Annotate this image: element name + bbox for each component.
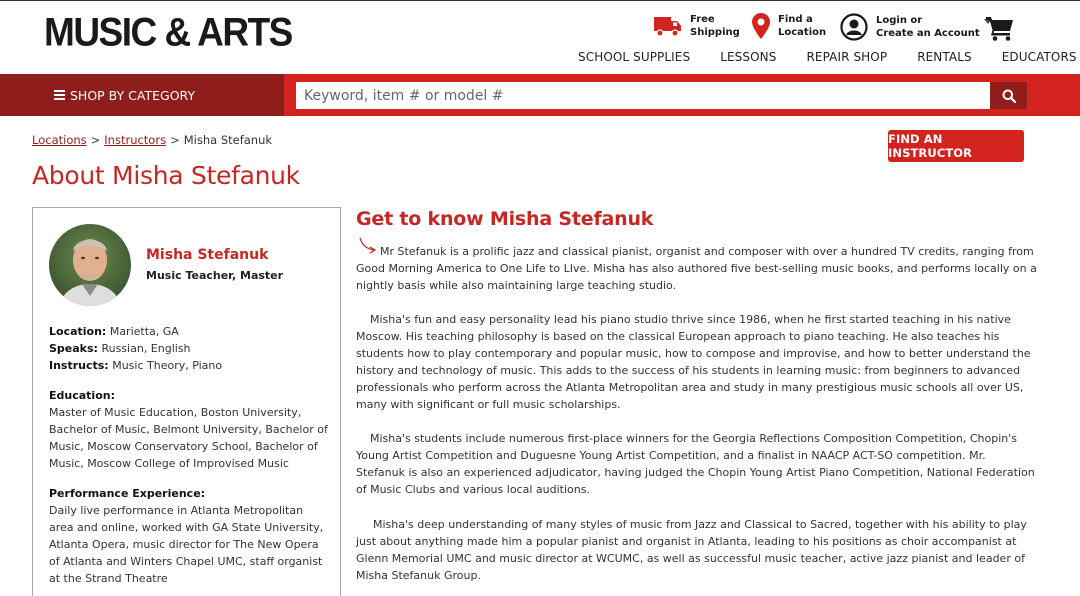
about-paragraph-1: Mr Stefanuk is a prolific jazz and classical pianist, organist and composer with over a hundred TV credits, ranging from Good Morning America to One Life to LIve. Misha has also authored five best-selling music books, and performs locally on a nightly basis while also maintaining large teaching studio. [356, 245, 1037, 292]
account-line2: Create an Account [876, 28, 980, 39]
account-line1: Login or [876, 15, 923, 26]
shop-by-category-button[interactable] [0, 74, 284, 116]
search-icon [1002, 89, 1016, 103]
instructs-value: Music Theory, Piano [112, 359, 223, 372]
cart-icon [986, 15, 1014, 41]
instructor-details [49, 323, 331, 587]
speaks-row [49, 340, 331, 357]
search-input[interactable] [296, 82, 990, 109]
about-paragraph-2: Misha's fun and easy personality lead his piano studio thrive since 1986, when he first started teaching in his native Moscow. His teaching philosophy is based on the classical European approach to piano teaching. He also teaches his students how to play contemporary and popular music, how to compose and improvise, and how to better understand the history and technology of music. This adds to the success of his students in learning music: from beginners to advanced professionals who perform across the Atlanta Metropolitan area and study in many prestigious music schools all over US, many with significant or full music scholarships. [356, 313, 1031, 411]
speaks-label: Speaks: [49, 342, 98, 355]
instructs-row [49, 357, 331, 374]
find-instructor-button[interactable]: FIND AN INSTRUCTOR [888, 130, 1024, 162]
education-heading: Education: [49, 389, 115, 402]
about-heading: Get to know Misha Stefanuk [356, 208, 654, 230]
search-button[interactable] [990, 82, 1027, 109]
speaks-value: Russian, English [101, 342, 191, 355]
nav-educators[interactable]: EDUCATORS [1001, 50, 1077, 64]
location-value: Marietta, GA [109, 325, 179, 338]
music-and-arts-logo[interactable]: MUSIC & ARTS [44, 10, 292, 55]
find-location-link[interactable] [752, 13, 826, 39]
shipping-line1: Free [690, 14, 715, 25]
nav-lessons[interactable]: LESSONS [720, 50, 777, 64]
instructor-role: Music Teacher, Master [146, 269, 284, 282]
truck-icon [654, 14, 682, 38]
about-paragraph-3: Misha's students include numerous first-place winners for the Georgia Reflections Composition Competition, Chopin's Young Artist Competition and Duguesne Young Artist Competition, and a finalist in NAACP ACT-SO competition. Mr. Stefanuk is also an experienced adjudicator, having judged the Chopin Young Artist Piano Competition, National Federation of Music Clubs and various local auditions. [356, 432, 1035, 496]
nav-rentals[interactable]: RENTALS [917, 50, 972, 64]
breadcrumb-instructors[interactable]: Instructors [104, 133, 167, 147]
category-search-bar [0, 74, 1080, 116]
user-icon [840, 13, 868, 41]
page-title: About Misha Stefanuk [32, 161, 300, 190]
breadcrumb: Locations > Instructors > Misha Stefanuk [32, 133, 273, 147]
shipping-line2: Shipping [690, 27, 740, 38]
performance-heading: Performance Experience: [49, 487, 206, 500]
education-text: Master of Music Education, Boston University, Bachelor of Music, Belmont University, Bachelor of Music, Moscow Conservatory School, Bachelor of Music, Moscow College of Improvised Music [49, 406, 328, 470]
location-label: Location: [49, 325, 107, 338]
login-account-link[interactable] [840, 13, 992, 41]
free-shipping-link[interactable] [654, 13, 740, 39]
main-nav [578, 50, 1077, 64]
breadcrumb-locations[interactable]: Locations [32, 133, 87, 147]
breadcrumb-current: Misha Stefanuk [183, 133, 273, 147]
location-row [49, 323, 331, 340]
nav-repair-shop[interactable]: REPAIR SHOP [806, 50, 888, 64]
map-pin-icon [752, 13, 770, 39]
nav-school-supplies[interactable]: SCHOOL SUPPLIES [578, 50, 691, 64]
location-line1: Find a [778, 14, 813, 25]
cart-button[interactable] [986, 15, 1014, 41]
about-paragraph-4: Misha's deep understanding of many styles of music from Jazz and Classical to Sacred, together with his ability to play just about anything made him a popular pianist and organist in Atlanta, leading to his positions as choir accompanist at Glenn Memorial UMC and music director at WCUMC, as well as successful music teacher, active jazz pianist and leader of Misha Stefanuk Group. [356, 518, 1027, 582]
location-line2: Location [778, 27, 827, 38]
instructor-name: Misha Stefanuk [146, 247, 269, 263]
instructs-label: Instructs: [49, 359, 109, 372]
performance-text: Daily live performance in Atlanta Metropolitan area and online, worked with GA State University, Atlanta Opera, music director for The New Opera of Atlanta and Winters Chapel UMC, staff organist at the Strand Theatre [49, 504, 324, 585]
hamburger-icon [54, 88, 65, 102]
shop-by-category-label: SHOP BY CATEGORY [70, 87, 196, 103]
instructor-profile-card [32, 207, 341, 596]
top-border [0, 0, 1080, 1]
avatar [49, 224, 131, 306]
